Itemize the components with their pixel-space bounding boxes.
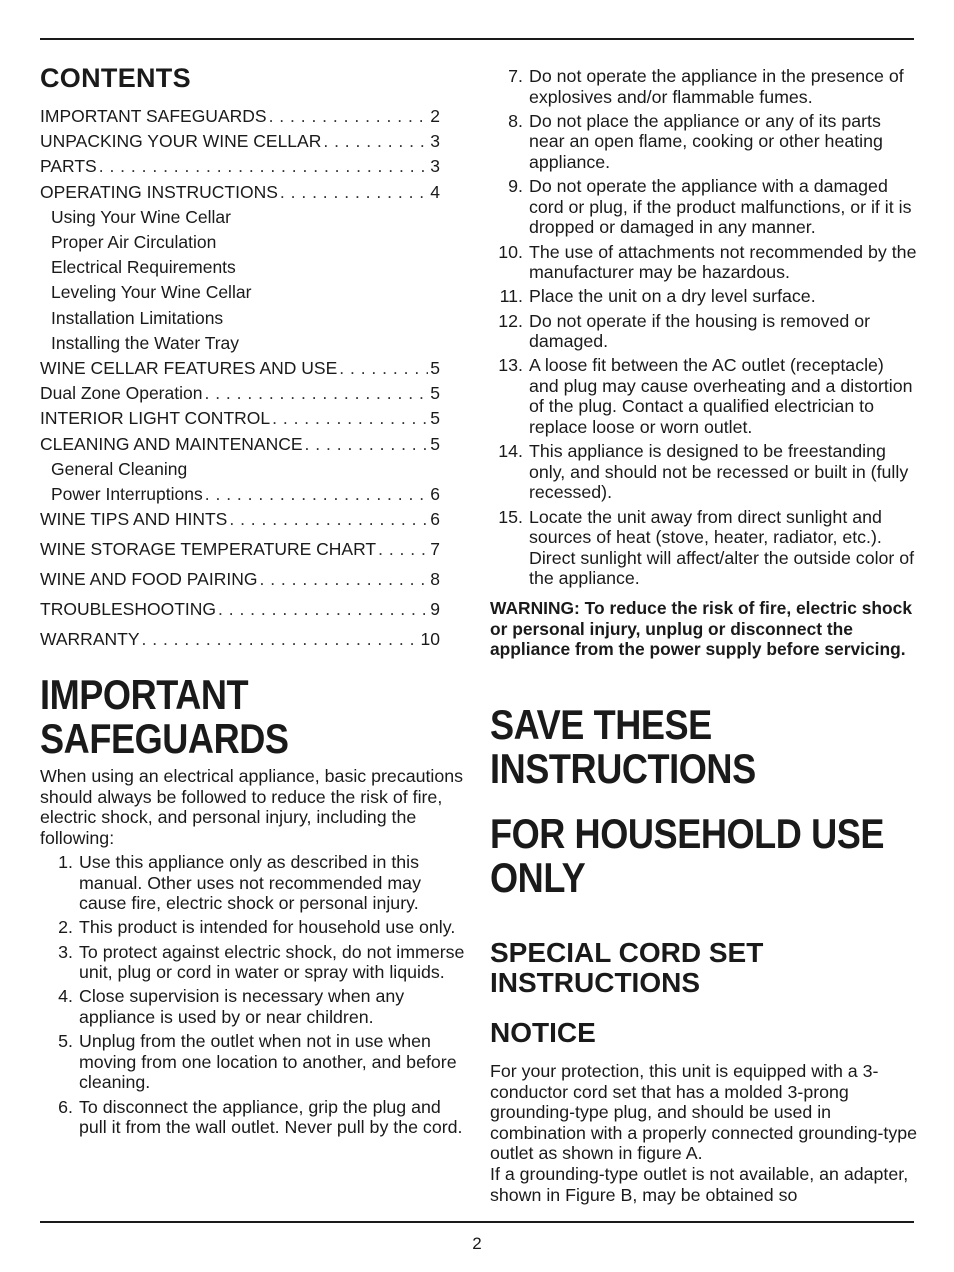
- top-rule: [40, 38, 914, 40]
- toc-entry: [40, 356, 440, 381]
- toc-label: WINE CELLAR FEATURES AND USE: [40, 358, 338, 379]
- toc-entry: [40, 255, 440, 280]
- list-item: [40, 917, 465, 938]
- list-item: [490, 507, 918, 589]
- toc-entry: [40, 457, 440, 482]
- warning-text: WARNING: To reduce the risk of fire, electric shock or personal injury, unplug or disconnect the appliance from the power supply before servicing.: [490, 598, 912, 660]
- toc-leader: [205, 482, 429, 507]
- toc-leader: [142, 626, 419, 652]
- toc-leader: [272, 406, 428, 431]
- item-text: This product is intended for household use only.: [79, 917, 456, 938]
- item-number: 15.: [498, 506, 523, 527]
- save-instructions-heading: [490, 703, 954, 791]
- item-text: Place the unit on a dry level surface.: [529, 286, 816, 307]
- toc-entry: [40, 331, 440, 356]
- toc-entry: [40, 566, 440, 592]
- heading-line: FOR HOUSEHOLD USE: [490, 810, 885, 857]
- toc-page: 8: [430, 569, 440, 590]
- heading-line: SAVE THESE: [490, 701, 712, 748]
- toc-label: Proper Air Circulation: [51, 232, 217, 253]
- toc-entry: [40, 482, 440, 507]
- notice-heading: NOTICE: [490, 1017, 596, 1048]
- contents-heading: CONTENTS: [40, 63, 191, 93]
- list-item: [490, 111, 918, 173]
- toc-label: Leveling Your Wine Cellar: [51, 282, 252, 303]
- toc-page: 5: [430, 383, 440, 404]
- household-use-heading: [490, 812, 954, 900]
- item-number: 13.: [498, 355, 523, 376]
- item-number: 7.: [508, 66, 523, 86]
- toc-entry: [40, 180, 440, 205]
- notice-text-continued: If a grounding-type outlet is not available, an adapter, shown in Figure B, may be obtained so: [490, 1163, 909, 1205]
- toc-leader: [218, 596, 428, 622]
- table-of-contents: [40, 104, 440, 652]
- heading-line: INSTRUCTIONS: [490, 967, 700, 998]
- item-number: 6.: [58, 1096, 73, 1117]
- toc-entry: [40, 381, 440, 406]
- item-text: Do not operate if the housing is removed or damaged.: [529, 310, 871, 352]
- heading-line: IMPORTANT: [40, 671, 249, 718]
- toc-label: PARTS: [40, 156, 97, 177]
- toc-entry: [40, 104, 440, 129]
- safeguards-list-right: [490, 66, 918, 593]
- list-item: [40, 942, 465, 983]
- list-item: [490, 66, 918, 107]
- toc-label: Electrical Requirements: [51, 257, 236, 278]
- toc-entry: [40, 205, 440, 230]
- toc-leader: [269, 104, 429, 129]
- heading-line: INSTRUCTIONS: [490, 745, 756, 792]
- toc-page: 5: [430, 433, 440, 454]
- list-item: [490, 441, 918, 503]
- toc-label: UNPACKING YOUR WINE CELLAR: [40, 131, 322, 152]
- item-number: 8.: [508, 110, 523, 131]
- toc-leader: [305, 432, 429, 457]
- special-cord-heading: [490, 938, 763, 998]
- list-item: [40, 1097, 465, 1138]
- toc-entry: [40, 230, 440, 255]
- toc-page: 2: [430, 106, 440, 126]
- toc-page: 5: [430, 358, 440, 379]
- safeguards-intro: When using an electrical appliance, basic precautions should always be followed to reduce the risk of fire, electric shock, and personal injury, including the following:: [40, 766, 464, 848]
- toc-label: IMPORTANT SAFEGUARDS: [40, 106, 267, 126]
- list-item: [40, 1031, 465, 1093]
- item-number: 5.: [58, 1031, 73, 1052]
- toc-label: Installing the Water Tray: [51, 332, 240, 353]
- item-text: This appliance is designed to be freestanding only, and should not be recessed or built in (fully recessed).: [529, 441, 909, 503]
- toc-page: 3: [430, 131, 440, 152]
- toc-page: 7: [430, 539, 440, 560]
- notice-text: For your protection, this unit is equipped with a 3-conductor cord set that has a molded 3-prong grounding-type plug, and should be used in combination with a properly connected grounding-type outlet as shown in figure A.: [490, 1061, 918, 1164]
- toc-page: 9: [430, 599, 440, 620]
- list-item: [490, 286, 918, 307]
- toc-label: Power Interruptions: [51, 484, 203, 505]
- heading-line: SPECIAL CORD SET: [490, 937, 764, 968]
- item-text: To disconnect the appliance, grip the plug and pull it from the wall outlet. Never pull by the cord.: [79, 1096, 463, 1138]
- toc-page: 4: [430, 181, 440, 202]
- list-item: [490, 176, 918, 238]
- item-text: A loose fit between the AC outlet (receptacle) and plug may cause overheating and a distortion of the plug. Contact a qualified electrician to replace loose or worn outlet.: [529, 355, 913, 438]
- item-number: 10.: [498, 241, 523, 262]
- list-item: [490, 242, 918, 283]
- item-number: 4.: [58, 986, 73, 1007]
- toc-entry: [40, 280, 440, 305]
- item-number: 2.: [58, 917, 73, 938]
- toc-page: 5: [430, 408, 440, 429]
- toc-label: WINE TIPS AND HINTS: [40, 509, 228, 530]
- toc-label: TROUBLESHOOTING: [40, 599, 216, 620]
- toc-page: 10: [420, 629, 440, 650]
- toc-leader: [229, 507, 428, 532]
- toc-label: OPERATING INSTRUCTIONS: [40, 181, 278, 202]
- item-number: 11.: [499, 286, 523, 307]
- toc-label: INTERIOR LIGHT CONTROL: [40, 408, 271, 429]
- toc-leader: [339, 356, 428, 381]
- toc-label: WARRANTY: [40, 629, 140, 650]
- toc-label: CLEANING AND MAINTENANCE: [40, 433, 303, 454]
- item-text: Do not operate the appliance in the presence of explosives and/or flammable fumes.: [529, 66, 904, 107]
- toc-label: Dual Zone Operation: [40, 383, 203, 404]
- toc-leader: [259, 566, 428, 592]
- heading-line: SAFEGUARDS: [40, 715, 289, 762]
- item-number: 14.: [498, 441, 523, 462]
- toc-entry: [40, 406, 440, 431]
- toc-entry: [40, 536, 440, 562]
- toc-label: General Cleaning: [51, 458, 188, 479]
- list-item: [490, 311, 918, 352]
- important-safeguards-heading: [40, 673, 540, 761]
- notice-paragraph: [490, 1061, 918, 1205]
- bottom-rule: [40, 1221, 914, 1223]
- item-text: Locate the unit away from direct sunlight and sources of heat (stove, heater, radiator, etc.). Direct sunlight will affect/alter the outside color of the appliance.: [529, 506, 915, 589]
- toc-entry: [40, 154, 440, 179]
- item-number: 12.: [498, 310, 523, 331]
- heading-line: ONLY: [490, 854, 586, 901]
- list-item: [40, 852, 465, 914]
- toc-leader: [378, 536, 428, 562]
- item-text: To protect against electric shock, do not immerse unit, plug or cord in water or spray with liquids.: [79, 941, 465, 983]
- toc-entry: [40, 626, 440, 652]
- toc-page: 6: [430, 484, 440, 505]
- toc-entry: [40, 129, 440, 154]
- toc-leader: [323, 129, 428, 154]
- toc-label: WINE STORAGE TEMPERATURE CHART: [40, 539, 377, 560]
- toc-entry: [40, 432, 440, 457]
- toc-label: Installation Limitations: [51, 307, 224, 328]
- toc-page: 6: [430, 509, 440, 530]
- toc-entry: [40, 306, 440, 331]
- toc-leader: [280, 180, 428, 205]
- safeguards-list-left: [40, 852, 465, 1141]
- toc-leader: [99, 154, 429, 179]
- item-text: The use of attachments not recommended by the manufacturer may be hazardous.: [529, 241, 917, 283]
- toc-entry: [40, 596, 440, 622]
- item-text: Unplug from the outlet when not in use when moving from one location to another, and before cleaning.: [79, 1031, 457, 1093]
- toc-leader: [204, 381, 428, 406]
- toc-label: Using Your Wine Cellar: [51, 206, 231, 227]
- toc-label: WINE AND FOOD PAIRING: [40, 569, 258, 590]
- list-item: [490, 355, 918, 437]
- toc-entry: [40, 507, 440, 532]
- list-item: [40, 986, 465, 1027]
- page-number: 2: [472, 1234, 482, 1253]
- item-text: Use this appliance only as described in this manual. Other uses not recommended may cause fire, electric shock or personal injury.: [79, 852, 421, 914]
- item-text: Do not operate the appliance with a damaged cord or plug, if the product malfunctions, or if it is dropped or damaged in any manner.: [529, 176, 912, 238]
- item-text: Do not place the appliance or any of its parts near an open flame, cooking or other heating appliance.: [529, 110, 883, 172]
- item-text: Close supervision is necessary when any appliance is used by or near children.: [79, 986, 405, 1027]
- item-number: 1.: [58, 852, 73, 872]
- item-number: 3.: [58, 941, 73, 962]
- item-number: 9.: [508, 176, 523, 197]
- toc-page: 3: [430, 156, 440, 177]
